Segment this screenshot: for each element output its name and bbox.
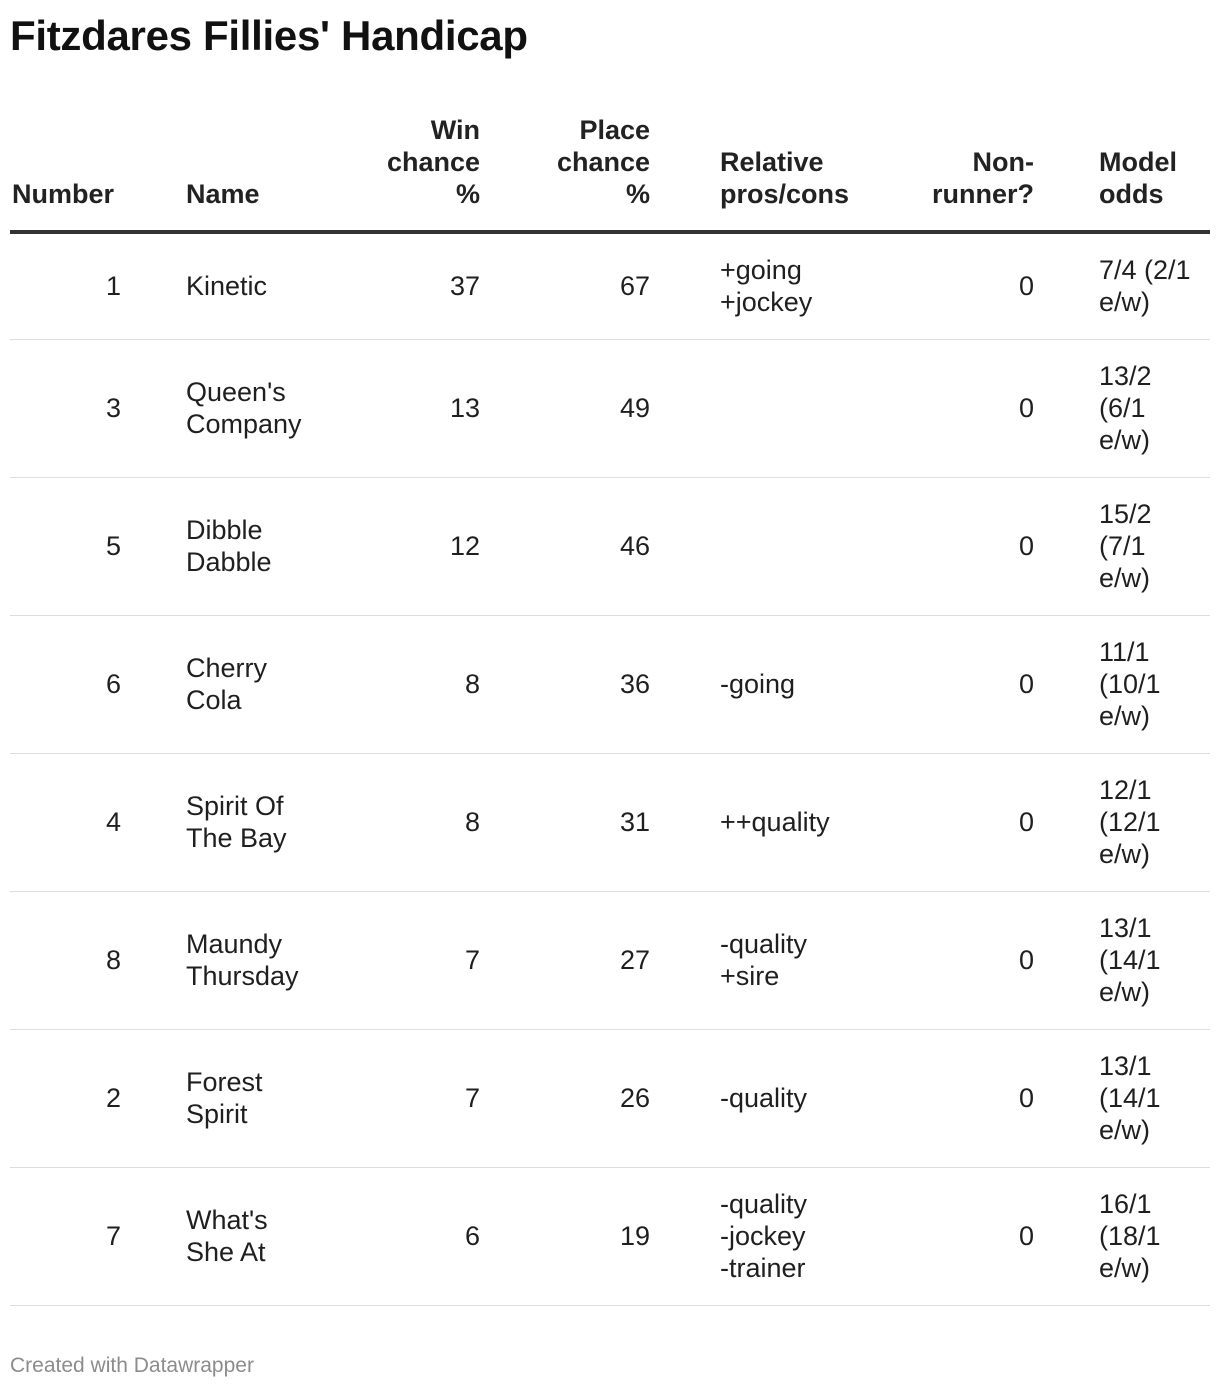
cell-win-chance: 37	[310, 232, 480, 339]
table-title: Fitzdares Fillies' Handicap	[10, 12, 528, 59]
cell-name: Maundy Thursday	[186, 891, 310, 1029]
cell-model-odds: 13/1 (14/1 e/w)	[1034, 891, 1210, 1029]
cell-non-runner: 0	[855, 891, 1034, 1029]
table-row	[10, 891, 1210, 1029]
cell-win-chance: 8	[310, 615, 480, 753]
cell-relative	[655, 477, 855, 615]
column-header-name[interactable]: Name	[186, 114, 310, 232]
cell-model-odds: 13/2 (6/1 e/w)	[1034, 339, 1210, 477]
cell-model-odds: 16/1 (18/1 e/w)	[1034, 1167, 1210, 1305]
cell-number: 7	[10, 1167, 186, 1305]
cell-name: Forest Spirit	[186, 1029, 310, 1167]
cell-non-runner: 0	[855, 232, 1034, 339]
table-row	[10, 232, 1210, 339]
table-row	[10, 1029, 1210, 1167]
cell-win-chance: 7	[310, 891, 480, 1029]
cell-relative: ++quality	[655, 753, 855, 891]
cell-relative: -quality	[655, 1029, 855, 1167]
cell-relative: -quality +sire	[655, 891, 855, 1029]
table-row	[10, 615, 1210, 753]
table-row	[10, 1167, 1210, 1305]
cell-name: Kinetic	[186, 232, 310, 339]
table-row	[10, 339, 1210, 477]
cell-non-runner: 0	[855, 339, 1034, 477]
cell-relative	[655, 339, 855, 477]
cell-non-runner: 0	[855, 615, 1034, 753]
cell-number: 1	[10, 232, 186, 339]
cell-number: 3	[10, 339, 186, 477]
cell-non-runner: 0	[855, 753, 1034, 891]
cell-number: 6	[10, 615, 186, 753]
cell-relative: -quality -jockey -trainer	[655, 1167, 855, 1305]
cell-relative: -going	[655, 615, 855, 753]
footer-credit: Created with Datawrapper	[10, 1354, 254, 1377]
cell-name: Cherry Cola	[186, 615, 310, 753]
cell-non-runner: 0	[855, 1029, 1034, 1167]
table-row	[10, 477, 1210, 615]
cell-number: 4	[10, 753, 186, 891]
cell-model-odds: 7/4 (2/1 e/w)	[1034, 232, 1210, 339]
column-header-win-chance[interactable]: Win chance %	[310, 114, 480, 232]
column-header-model-odds[interactable]: Model odds	[1034, 114, 1210, 232]
column-header-number[interactable]: Number	[10, 114, 186, 232]
race-odds-table	[10, 114, 1210, 1306]
cell-win-chance: 12	[310, 477, 480, 615]
cell-win-chance: 8	[310, 753, 480, 891]
cell-place-chance: 36	[480, 615, 655, 753]
table-body	[10, 232, 1210, 1305]
cell-place-chance: 27	[480, 891, 655, 1029]
column-header-non-runner[interactable]: Non- runner?	[855, 114, 1034, 232]
cell-name: Queen's Company	[186, 339, 310, 477]
cell-name: Spirit Of The Bay	[186, 753, 310, 891]
cell-model-odds: 13/1 (14/1 e/w)	[1034, 1029, 1210, 1167]
cell-name: Dibble Dabble	[186, 477, 310, 615]
cell-place-chance: 19	[480, 1167, 655, 1305]
cell-place-chance: 67	[480, 232, 655, 339]
cell-model-odds: 15/2 (7/1 e/w)	[1034, 477, 1210, 615]
column-header-relative[interactable]: Relative pros/cons	[655, 114, 855, 232]
table-row	[10, 753, 1210, 891]
cell-place-chance: 31	[480, 753, 655, 891]
cell-relative: +going +jockey	[655, 232, 855, 339]
cell-non-runner: 0	[855, 1167, 1034, 1305]
cell-name: What's She At	[186, 1167, 310, 1305]
cell-win-chance: 6	[310, 1167, 480, 1305]
cell-non-runner: 0	[855, 477, 1034, 615]
cell-place-chance: 46	[480, 477, 655, 615]
cell-place-chance: 49	[480, 339, 655, 477]
cell-number: 8	[10, 891, 186, 1029]
cell-win-chance: 13	[310, 339, 480, 477]
cell-model-odds: 11/1 (10/1 e/w)	[1034, 615, 1210, 753]
cell-model-odds: 12/1 (12/1 e/w)	[1034, 753, 1210, 891]
cell-number: 5	[10, 477, 186, 615]
header-row	[10, 114, 1210, 232]
column-header-place-chance[interactable]: Place chance %	[480, 114, 655, 232]
cell-number: 2	[10, 1029, 186, 1167]
cell-place-chance: 26	[480, 1029, 655, 1167]
cell-win-chance: 7	[310, 1029, 480, 1167]
